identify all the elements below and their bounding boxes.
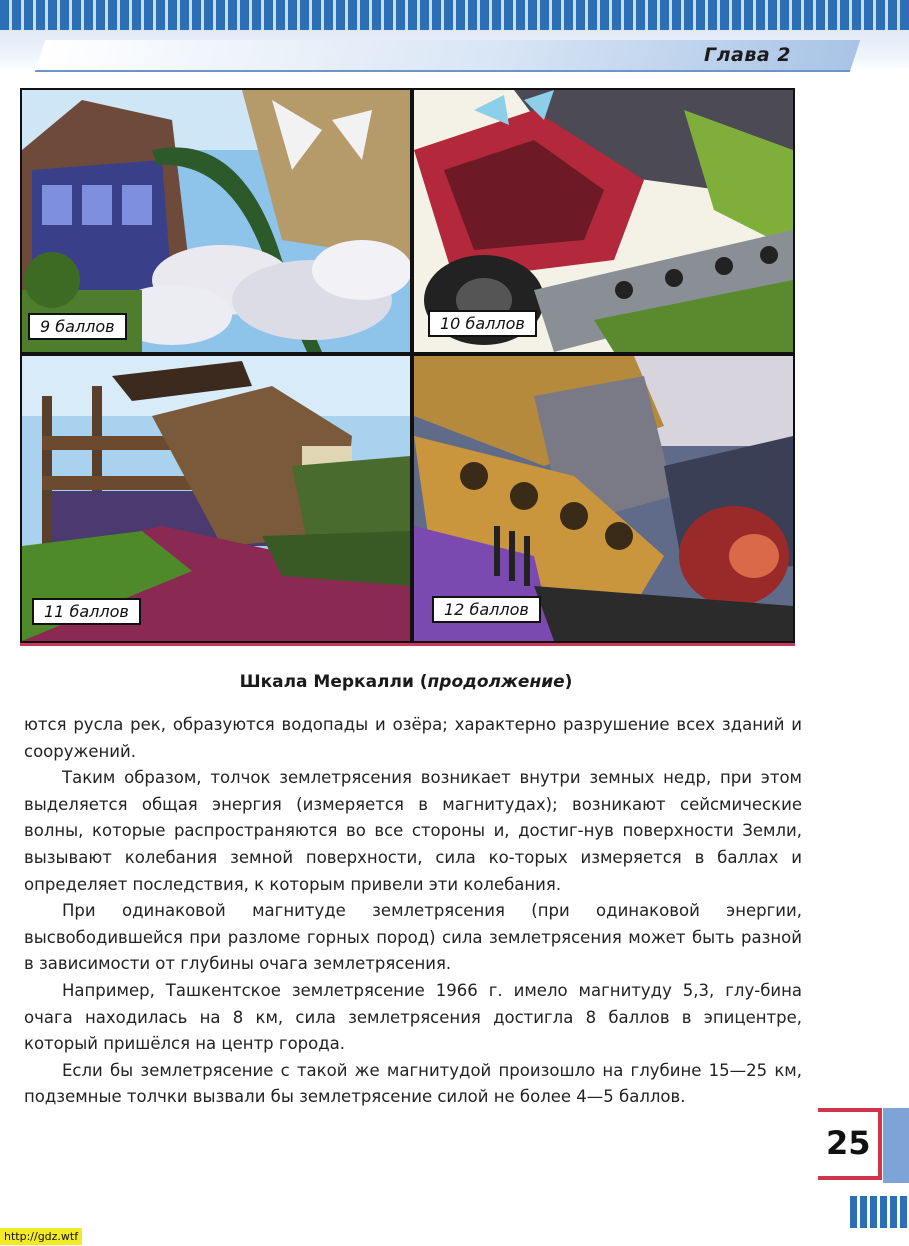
paragraph-1: ются русла рек, образуются водопады и озёра; характерно разрушение всех зданий и сооружений. (24, 715, 802, 761)
panel-label-10: 10 баллов (428, 310, 537, 337)
panel-10-points (414, 90, 793, 352)
panel-label-12: 12 баллов (432, 596, 541, 623)
page-side-bar (883, 1108, 909, 1183)
mercalli-illustration (20, 88, 795, 646)
panel-label-9: 9 баллов (28, 313, 127, 340)
caption-end: ) (564, 672, 573, 692)
footer-stripes (850, 1196, 909, 1228)
chapter-title: Глава 2 (703, 44, 791, 66)
header-stripes (0, 0, 909, 30)
paragraph-5: Если бы землетрясение с такой же магнитудой произошло на глубине 15—25 км, подземные толчки вызвали бы землетрясение силой не более 4—5 баллов. (24, 1060, 802, 1107)
panel-11-points (22, 356, 410, 641)
caption-italic: продолжение (427, 672, 565, 692)
paragraph-3: При одинаковой магнитуде землетрясения (при одинаковой энергии, высвободившейся при разломе горных пород) сила землетрясения может быть разной в зависимости от глубины очага землетрясения. (24, 901, 802, 974)
paragraph-2: Таким образом, толчок землетрясения возникает внутри земных недр, при этом выделяется общая энергия (измеряется в магнитудах); возникают сейсмические волны, которые распространяются во все стороны и, достиг-нув поверхности Земли, вызывают колебания земной поверхности, сила ко-торых измеряется в баллах и определяет последствия, к которым привели эти колебания. (24, 768, 802, 894)
watermark-link[interactable]: http://gdz.wtf (0, 1228, 82, 1245)
panel-label-11: 11 баллов (32, 598, 141, 625)
figure-caption (0, 672, 812, 692)
panel-12-points (414, 356, 793, 641)
page-number: 25 (826, 1124, 871, 1162)
body-text (24, 712, 802, 1111)
paragraph-4: Например, Ташкентское землетрясение 1966 г. имело магнитуду 5,3, глу-бина очага находилась на 8 км, сила землетрясения достигла 8 баллов в эпицентре, который пришёлся на центр города. (24, 980, 802, 1054)
panel-9-points (22, 90, 410, 352)
caption-text: Шкала Меркалли ( (239, 672, 428, 692)
